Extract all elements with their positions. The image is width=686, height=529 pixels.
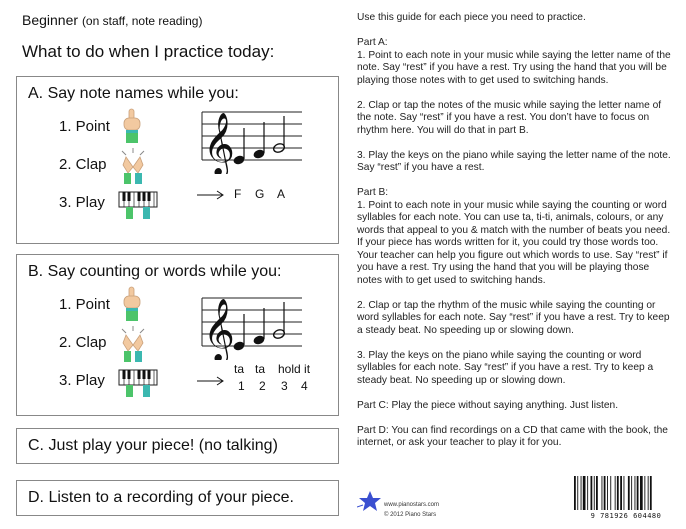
- section-a-note-g: G: [255, 187, 265, 201]
- guide-part-a-3: 3. Play the keys on the piano while saying the letter name of the note. Say “rest” if you have a rest.: [357, 149, 671, 173]
- section-b-syllable-2: ta: [255, 362, 266, 376]
- section-b-staff: [198, 290, 304, 360]
- guide-part-b-3: 3. Play the keys on the piano while saying the counting or word syllables for each note. Say “rest” if you have a rest. Try to keep a steady beat. No speeding up or slowing down.: [357, 349, 654, 386]
- section-b-title: B. Say counting or words while you:: [28, 263, 282, 280]
- section-a-title: A. Say note names while you:: [28, 85, 239, 102]
- section-a-step-play: 3. Play: [59, 194, 105, 211]
- section-b-count-1: 1: [238, 379, 245, 393]
- guide-part-b-1: Part B: 1. Point to each note in your music while saying the counting or word syllables for each note. You can use ta, ti-ti, animals, colours, or any words that appeal to you & match with the number of beats you need. If your piece has words written for it, you could try those words too. Your teacher can help you figure out which words to use. Say “rest” if you have a rest. Try using the hand that you will be playing those notes with to get used to switching hands.: [357, 187, 671, 286]
- pointing-hand-icon: [120, 108, 144, 144]
- guide-part-a-2: 2. Clap or tap the notes of the music while saying the letter name of the note. Say “rest” if you have a rest. You don’t have to focus on rhythm here. You will do that in part B.: [357, 99, 662, 136]
- section-b-step-point: 1. Point: [59, 296, 110, 313]
- guide-part-d: Part D: You can find recordings on a CD that came with the book, the internet, or ask your teacher to play it for you.: [357, 424, 668, 448]
- footer-website: www.pianostars.com: [384, 502, 440, 508]
- practice-guide: [357, 12, 675, 462]
- pointing-hand-icon: [120, 286, 144, 322]
- piano-keys-icon: [118, 190, 158, 220]
- section-b-syllable-3: hold it: [278, 362, 311, 376]
- clapping-hands-icon: [118, 147, 148, 185]
- guide-part-a-1: Part A: 1. Point to each note in your music while saying the letter name of the note. Say “rest” if you have a rest. Try using the hand that you will be playing those notes with to get used to switching hands.: [357, 37, 671, 86]
- section-b-syllable-1: ta: [234, 362, 245, 376]
- level-note: (on staff, note reading): [81, 14, 203, 28]
- svg-text:𝄞: 𝄞: [203, 298, 235, 360]
- section-d-title: D. Listen to a recording of your piece.: [28, 489, 294, 506]
- section-b-arrow-icon: [196, 375, 226, 387]
- section-a-step-point: 1. Point: [59, 118, 110, 135]
- section-d-box: [16, 480, 339, 516]
- piano-stars-star-icon: [357, 490, 383, 512]
- section-a-note-f: F: [234, 187, 242, 201]
- page-title: What to do when I practice today:: [22, 42, 275, 61]
- clapping-hands-icon: [118, 325, 148, 363]
- section-a-staff: [198, 104, 304, 174]
- section-c-box: [16, 428, 339, 464]
- piano-keys-icon: [118, 368, 158, 398]
- section-a-arrow-icon: [196, 189, 226, 201]
- section-b-count-3: 3: [281, 379, 288, 393]
- section-a-step-clap: 2. Clap: [59, 156, 107, 173]
- footer-copyright: © 2012 Piano Stars: [384, 512, 437, 518]
- section-b-count-4: 4: [301, 379, 308, 393]
- guide-part-c: Part C: Play the piece without saying anything. Just listen.: [357, 399, 619, 411]
- section-a-note-a: A: [277, 187, 286, 201]
- barcode-icon: [573, 476, 679, 510]
- section-c-title: C. Just play your piece! (no talking): [28, 437, 278, 454]
- level-label: Beginner: [22, 12, 79, 28]
- barcode-number: 9 781926 604480: [590, 512, 662, 520]
- guide-part-b-2: 2. Clap or tap the rhythm of the music while saying the counting or word syllables for each note. Say “rest” if you have a rest. Try to keep a steady beat. No speeding up or slowing down.: [357, 299, 670, 336]
- svg-text:𝄞: 𝄞: [203, 112, 235, 174]
- guide-intro: Use this guide for each piece you need to practice.: [357, 12, 586, 23]
- section-b-step-clap: 2. Clap: [59, 334, 107, 351]
- section-b-count-2: 2: [259, 379, 266, 393]
- section-b-step-play: 3. Play: [59, 372, 105, 389]
- level-heading: [22, 12, 202, 28]
